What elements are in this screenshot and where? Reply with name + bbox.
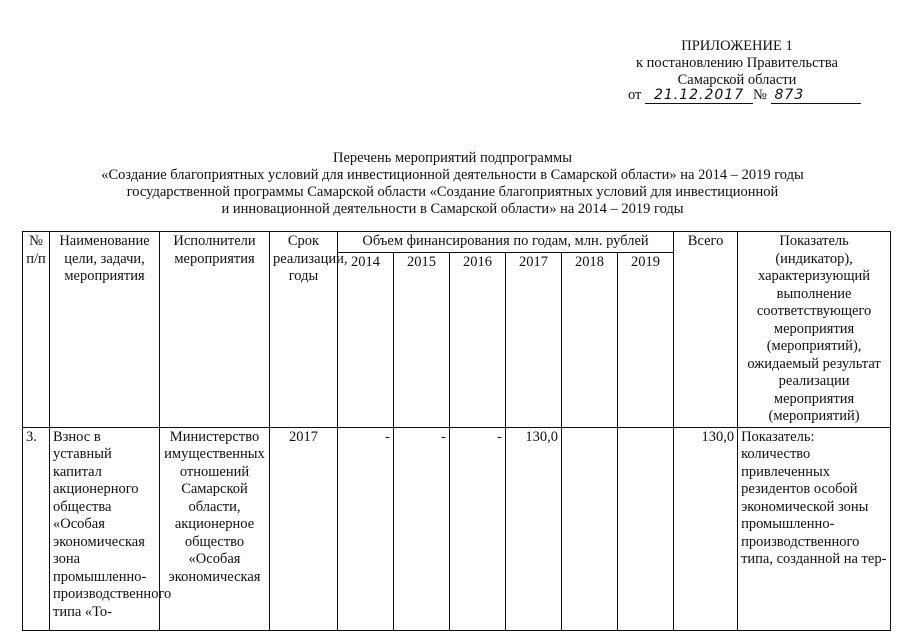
appendix-region-line: Самарской области: [677, 72, 797, 88]
row-executors: Министерство имущественных отношений Самарской области, акционерное общество «Особая экономическая: [160, 427, 270, 630]
header-total: Всего: [674, 232, 738, 428]
appendix-block: [617, 38, 857, 89]
row-value-2014: -: [338, 427, 394, 630]
row-value-2016: -: [450, 427, 506, 630]
header-year-2014: 2014: [338, 253, 394, 427]
handwritten-date: 21.12.2017: [645, 87, 753, 104]
appendix-title: ПРИЛОЖЕНИЕ 1: [681, 38, 793, 54]
row-indicator: Показатель: количество привлеченных резидентов особой экономической зоны промышленно-производственного типа, созданной на тер-: [738, 427, 891, 630]
resolution-date-line: [628, 87, 861, 104]
header-name: Наименование цели, задачи, мероприятия: [50, 232, 160, 428]
number-sign: №: [753, 87, 767, 103]
handwritten-number: 873: [771, 87, 861, 104]
title-line-4: и инновационной деятельности в Самарской области» на 2014 – 2019 годы: [221, 201, 684, 217]
title-line-3: государственной программы Самарской области «Создание благоприятных условий для инвестиционной: [126, 184, 779, 200]
header-executors: Исполнители мероприятия: [160, 232, 270, 428]
title-line-2: «Создание благоприятных условий для инвестиционной деятельности в Самарской области» на 2014 – 2019 годы: [101, 167, 804, 183]
header-funding: Объем финансирования по годам, млн. рублей: [338, 232, 674, 253]
from-label: от: [628, 87, 642, 103]
measures-table: [22, 231, 891, 631]
header-year-2019: 2019: [618, 253, 674, 427]
row-num: 3.: [23, 427, 50, 630]
appendix-resolution-line: к постановлению Правительства: [636, 55, 838, 71]
header-year-2017: 2017: [506, 253, 562, 427]
row-value-2017: 130,0: [506, 427, 562, 630]
header-indicator: Показатель (индикатор), характеризующий выполнение соответствующего мероприятия (мероприятий), ожидаемый результат реализации мероприятия (мероприятий): [738, 232, 891, 428]
table-row: [23, 427, 891, 630]
title-line-1: Перечень мероприятий подпрограммы: [333, 150, 572, 166]
header-year-2018: 2018: [562, 253, 618, 427]
row-total: 130,0: [674, 427, 738, 630]
row-value-2019: [618, 427, 674, 630]
header-term: Срок реализации, годы: [270, 232, 338, 428]
row-value-2015: -: [394, 427, 450, 630]
header-num: № п/п: [23, 232, 50, 428]
header-year-2015: 2015: [394, 253, 450, 427]
row-name: Взнос в уставный капитал акционерного общества «Особая экономическая зона промышленно-производственного типа «То-: [50, 427, 160, 630]
row-term: 2017: [270, 427, 338, 630]
header-year-2016: 2016: [450, 253, 506, 427]
row-value-2018: [562, 427, 618, 630]
document-title: [40, 150, 865, 218]
